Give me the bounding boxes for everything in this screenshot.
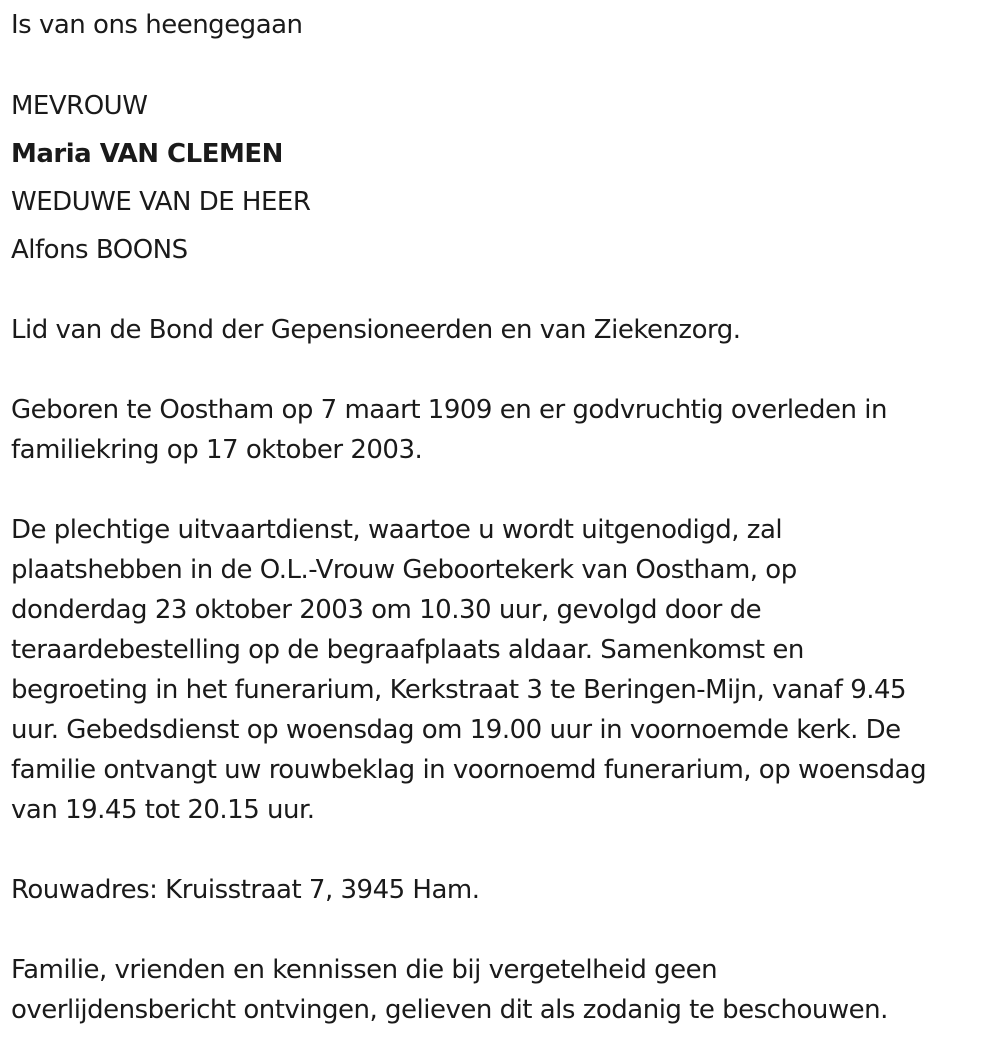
service-line-1: De plechtige uitvaartdienst, waartoe u wordt uitgenodigd, zal <box>11 515 783 545</box>
closing-line-2: overlijdensbericht ontvingen, gelieven dit als zodanig te beschouwen. <box>11 995 888 1025</box>
deceased-name: Maria VAN CLEMEN <box>11 139 283 169</box>
mourning-address: Rouwadres: Kruisstraat 7, 3945 Ham. <box>11 875 480 905</box>
widow-of-line: WEDUWE VAN DE HEER <box>11 187 311 217</box>
service-line-6: uur. Gebedsdienst op woensdag om 19.00 uur in voornoemde kerk. De <box>11 715 901 745</box>
service-line-2: plaatshebben in de O.L.-Vrouw Geboortekerk van Oostham, op <box>11 555 797 585</box>
service-line-4: teraardebestelling op de begraafplaats aldaar. Samenkomst en <box>11 635 804 665</box>
birth-death-line-2: familiekring op 17 oktober 2003. <box>11 435 423 465</box>
birth-death-line-1: Geboren te Oostham op 7 maart 1909 en er godvruchtig overleden in <box>11 395 888 425</box>
membership-line: Lid van de Bond der Gepensioneerden en van Ziekenzorg. <box>11 315 741 345</box>
title-line: MEVROUW <box>11 91 148 121</box>
intro-line: Is van ons heengegaan <box>11 10 303 40</box>
service-line-7: familie ontvangt uw rouwbeklag in voornoemd funerarium, op woensdag <box>11 755 927 785</box>
service-line-3: donderdag 23 oktober 2003 om 10.30 uur, gevolgd door de <box>11 595 762 625</box>
service-line-5: begroeting in het funerarium, Kerkstraat 3 te Beringen-Mijn, vanaf 9.45 <box>11 675 907 705</box>
service-line-8: van 19.45 tot 20.15 uur. <box>11 795 315 825</box>
closing-line-1: Familie, vrienden en kennissen die bij vergetelheid geen <box>11 955 718 985</box>
husband-name: Alfons BOONS <box>11 235 188 265</box>
